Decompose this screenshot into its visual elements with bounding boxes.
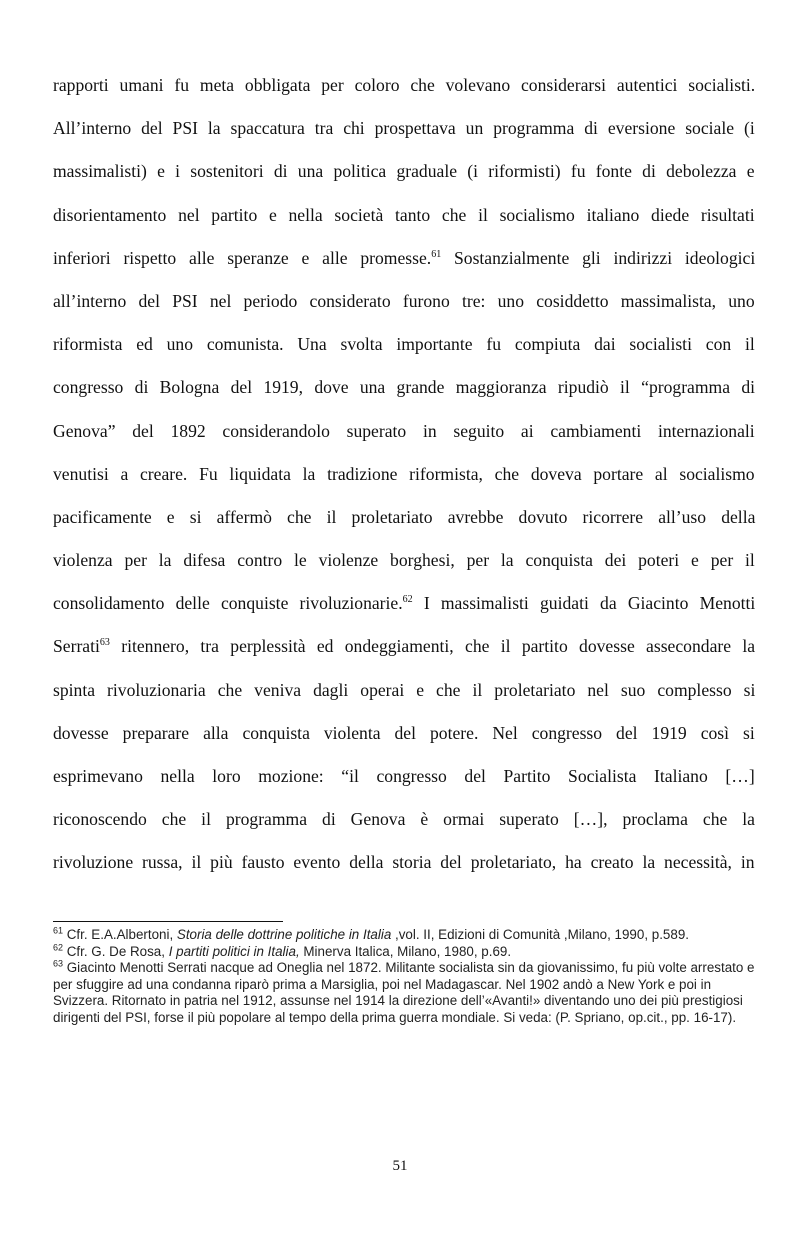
text-line: venutisi a creare. Fu liquidata la tradizione riformista, che doveva portare al socialismo	[53, 463, 755, 484]
page-number: 51	[392, 1158, 408, 1174]
text-line: riformista ed uno comunista. Una svolta importante fu compiuta dai socialisti con il	[53, 334, 755, 355]
body-line	[53, 280, 755, 323]
footnote-ref: 63	[99, 637, 110, 649]
body-line	[53, 712, 755, 755]
footnote-number: 62	[53, 942, 64, 953]
text-line: inferiori rispetto alle speranze e alle promesse.$^{61}$ Sostanzialmente gli indirizzi ideologici	[53, 247, 756, 268]
body-line	[53, 410, 755, 453]
body-line	[53, 237, 755, 280]
text-line: riconoscendo che il programma di Genova è ormai superato […], proclama che la	[53, 809, 755, 830]
body-line	[53, 798, 755, 841]
body-line	[53, 107, 755, 150]
text-line: dovesse preparare alla conquista violenta del potere. Nel congresso del 1919 così si	[53, 722, 755, 743]
footnote-ref: 61	[431, 248, 442, 260]
text-line: rivoluzione russa, il più fausto evento della storia del proletariato, ha creato la necessità, in	[53, 852, 755, 873]
body-line	[53, 755, 755, 798]
body-line	[53, 64, 755, 107]
text-line: massimalisti) e i sostenitori di una politica graduale (i riformisti) fu fonte di debolezza e	[53, 161, 755, 182]
footnote-number: 63	[53, 958, 64, 969]
footnote-61: $^{61}$ Cfr. E.A.Albertoni, Storia delle dottrine politiche in Italia ,vol. II, Edizioni di Comunità ,Milano, 1990, p.589.	[53, 925, 689, 942]
footnotes	[53, 927, 759, 1027]
body-line	[53, 669, 755, 712]
footnote-ref: 62	[402, 594, 413, 606]
body-line	[53, 539, 755, 582]
text-line: Genova” del 1892 considerandolo superato in seguito ai cambiamenti internazionali	[53, 420, 755, 441]
body-line	[53, 841, 755, 884]
text-line: esprimevano nella loro mozione: “il congresso del Partito Socialista Italiano […]	[53, 766, 755, 786]
body-line	[53, 453, 755, 496]
footnote-divider	[53, 921, 283, 922]
body-line	[53, 323, 755, 366]
body-line	[53, 150, 755, 193]
footnote-number: 61	[53, 925, 64, 936]
text-line: congresso di Bologna del 1919, dove una grande maggioranza ripudiò il “programma di	[53, 377, 756, 398]
body-line	[53, 625, 755, 668]
text-line: pacificamente e si affermò che il proletariato avrebbe dovuto ricorrere all’uso della	[53, 506, 756, 527]
text-line: spinta rivoluzionaria che veniva dagli operai e che il proletariato nel suo complesso si	[53, 679, 756, 700]
text-line: violenza per la difesa contro le violenze borghesi, per la conquista dei poteri e per il	[53, 550, 755, 571]
footnote-62: $^{62}$ Cfr. G. De Rosa, I partiti politici in Italia, Minerva Italica, Milano, 1980, p.69.	[53, 942, 512, 959]
text-line: all’interno del PSI nel periodo considerato furono tre: uno cosiddetto massimalista, uno	[53, 290, 755, 311]
text-line: consolidamento delle conquiste rivoluzionarie.$^{62}$ I massimalisti guidati da Giacinto Menotti	[53, 593, 756, 614]
body-line	[53, 194, 755, 237]
body-text	[53, 64, 755, 885]
footnote-63: $^{63}$ Giacinto Menotti Serrati nacque ad Oneglia nel 1872. Militante socialista sin da giovanissimo, fu più volte arrestato e per sfuggire ad una condanna riparò prima a Marsiglia, poi nel Madagascar. Nel 1902 andò a New York e poi in Svizzera. Ritornato in patria nel 1912, assunse nel 1914 la direzione dell’«Avanti!» diventando uno dei più prestigiosi dirigenti del PSI, forse il più popolare al tempo della prima guerra mondiale. Si veda: (P. Spriano, op.cit., pp. 16-17).	[53, 958, 755, 1025]
text-line: All’interno del PSI la spaccatura tra chi prospettava un programma di eversione sociale (i	[53, 118, 755, 139]
text-line: disorientamento nel partito e nella società tanto che il socialismo italiano diede risultati	[53, 204, 755, 225]
text-line: Serrati$^{63}$ ritennero, tra perplessità ed ondeggiamenti, che il partito dovesse assecondare la	[53, 636, 756, 657]
text-line: rapporti umani fu meta obbligata per coloro che volevano considerarsi autentici socialisti.	[53, 75, 756, 95]
body-line	[53, 366, 755, 409]
body-line	[53, 496, 755, 539]
body-line	[53, 582, 755, 625]
